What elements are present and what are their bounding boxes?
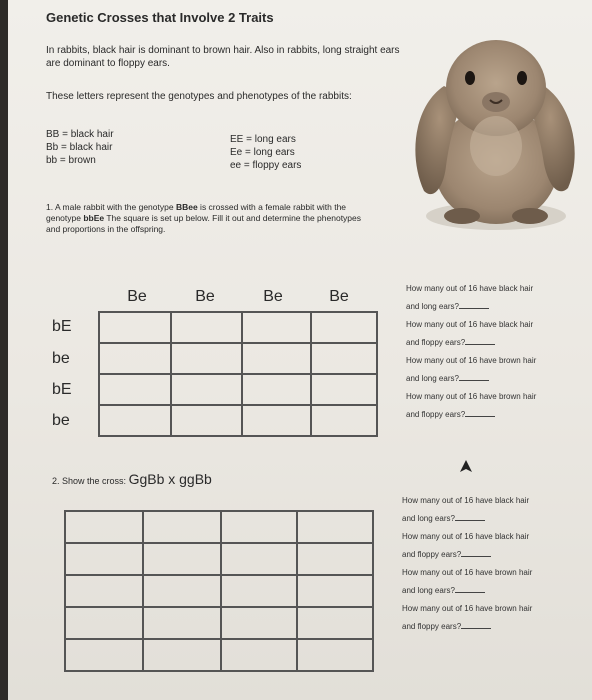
punnett1-cell[interactable]	[99, 312, 171, 343]
ear-key-line: Ee = long ears	[230, 147, 295, 158]
genotype-intro: These letters represent the genotypes and phenotypes of the rabbits:	[46, 91, 352, 102]
question-line: and long ears?	[406, 298, 586, 316]
question-2-text	[52, 471, 212, 487]
answer-blank[interactable]	[455, 584, 485, 593]
question-line: and long ears?	[402, 510, 582, 528]
answer-blank[interactable]	[461, 620, 491, 629]
question-line: How many out of 16 have black hair	[406, 284, 534, 293]
hair-key-line: BB = black hair	[46, 129, 114, 140]
hair-key-line: Bb = black hair	[46, 142, 113, 153]
punnett2-cell[interactable]	[65, 607, 143, 639]
rabbit-photo	[404, 16, 582, 236]
hair-key-line: bb = brown	[46, 155, 96, 166]
punnett1-cell[interactable]	[171, 374, 242, 405]
punnett1-cell[interactable]	[242, 405, 311, 436]
punnett1-row-header: be	[52, 412, 70, 429]
punnett2-cell[interactable]	[221, 543, 297, 575]
ear-key-line: ee = floppy ears	[230, 160, 302, 171]
question-line: and long ears?	[402, 582, 582, 600]
punnett1-row-header: be	[52, 350, 70, 367]
q1-text-part: 1. A male rabbit with the genotype	[46, 202, 176, 212]
punnett1-cell[interactable]	[242, 374, 311, 405]
punnett1-cell[interactable]	[311, 312, 377, 343]
question-line: and floppy ears?	[406, 406, 586, 424]
ear-key-line: EE = long ears	[230, 134, 296, 145]
worksheet-page	[8, 0, 592, 700]
punnett1-cell[interactable]	[242, 312, 311, 343]
worksheet-title: Genetic Crosses that Involve 2 Traits	[46, 10, 274, 25]
punnett1-col-header: Be	[329, 288, 349, 305]
question-1-text	[46, 202, 376, 235]
punnett2-cell[interactable]	[297, 639, 373, 671]
punnett-square-1	[98, 311, 378, 437]
punnett1-cell[interactable]	[311, 374, 377, 405]
question-line: and floppy ears?	[406, 334, 586, 352]
punnett1-col-header: Be	[263, 288, 283, 305]
punnett1-cell[interactable]	[242, 343, 311, 374]
punnett2-cell[interactable]	[297, 543, 373, 575]
punnett2-cell[interactable]	[221, 639, 297, 671]
punnett1-cell[interactable]	[171, 343, 242, 374]
question-line: How many out of 16 have black hair	[402, 496, 530, 505]
question-line: How many out of 16 have brown hair	[402, 604, 533, 613]
punnett2-cell[interactable]	[65, 639, 143, 671]
answer-blank[interactable]	[461, 548, 491, 557]
q2-cross: GgBb x ggBb	[128, 471, 212, 487]
punnett1-row-header: bE	[52, 318, 72, 335]
punnett1-cell[interactable]	[99, 405, 171, 436]
punnett2-cell[interactable]	[221, 575, 297, 607]
female-genotype: bbEe	[83, 213, 105, 223]
question-line: and floppy ears?	[402, 546, 582, 564]
question-line: and floppy ears?	[402, 618, 582, 636]
answer-blank[interactable]	[459, 300, 489, 309]
question-line: How many out of 16 have brown hair	[402, 568, 533, 577]
q2-label: 2. Show the cross:	[52, 476, 127, 486]
question-set-1	[406, 280, 586, 424]
q1-text-part: is crossed with a female rabbit with the genotype	[46, 202, 347, 223]
punnett1-cell[interactable]	[99, 374, 171, 405]
question-set-2	[402, 492, 582, 636]
punnett1-col-header: Be	[127, 288, 147, 305]
hair-genotype-key	[46, 128, 114, 167]
punnett2-cell[interactable]	[143, 511, 221, 543]
cursor-icon	[460, 460, 472, 479]
punnett2-cell[interactable]	[143, 639, 221, 671]
intro-text: In rabbits, black hair is dominant to brown hair. Also in rabbits, long straight ears are dominant to floppy ears.	[46, 45, 400, 69]
punnett2-cell[interactable]	[221, 511, 297, 543]
punnett1-cell[interactable]	[171, 405, 242, 436]
q1-text-part: The square is set up below. Fill it out and determine the phenotypes and proportions in the offspring.	[46, 213, 362, 234]
punnett1-cell[interactable]	[311, 343, 377, 374]
punnett2-cell[interactable]	[143, 607, 221, 639]
punnett2-cell[interactable]	[297, 575, 373, 607]
answer-blank[interactable]	[459, 372, 489, 381]
answer-blank[interactable]	[455, 512, 485, 521]
question-line: How many out of 16 have black hair	[406, 320, 534, 329]
punnett2-cell[interactable]	[297, 607, 373, 639]
question-line: How many out of 16 have black hair	[402, 532, 530, 541]
punnett1-row-header: bE	[52, 381, 72, 398]
punnett2-cell[interactable]	[65, 543, 143, 575]
punnett1-cell[interactable]	[311, 405, 377, 436]
punnett1-cell[interactable]	[99, 343, 171, 374]
answer-blank[interactable]	[465, 408, 495, 417]
punnett-square-2	[64, 510, 374, 672]
ear-genotype-key	[230, 133, 301, 172]
punnett2-cell[interactable]	[297, 511, 373, 543]
punnett2-cell[interactable]	[143, 543, 221, 575]
answer-blank[interactable]	[465, 336, 495, 345]
question-line: and long ears?	[406, 370, 586, 388]
punnett2-cell[interactable]	[221, 607, 297, 639]
punnett2-cell[interactable]	[143, 575, 221, 607]
punnett2-cell[interactable]	[65, 575, 143, 607]
question-line: How many out of 16 have brown hair	[406, 392, 537, 401]
punnett1-col-header: Be	[195, 288, 215, 305]
punnett2-cell[interactable]	[65, 511, 143, 543]
punnett1-cell[interactable]	[171, 312, 242, 343]
question-line: How many out of 16 have brown hair	[406, 356, 537, 365]
male-genotype: BBee	[175, 202, 198, 212]
